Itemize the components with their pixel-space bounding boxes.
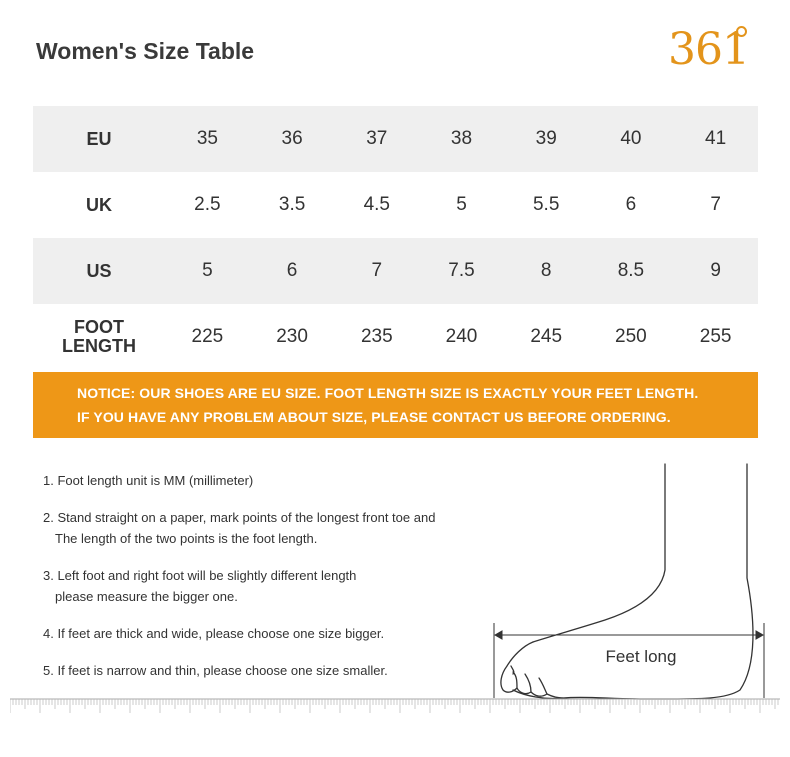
measurement-tips (43, 470, 435, 697)
size-cell: 3.5 (278, 194, 306, 215)
size-cell: 240 (445, 326, 478, 347)
size-cell: 235 (360, 326, 393, 347)
size-cell: 4.5 (363, 194, 390, 215)
page-title: Women's Size Table (36, 38, 255, 64)
size-cell: 250 (615, 326, 647, 347)
size-row (33, 172, 758, 238)
tip-line: 4. If feet are thick and wide, please choose one size bigger. (43, 626, 385, 641)
size-cell: 7 (710, 194, 721, 215)
diagram-label: Feet long (605, 647, 677, 666)
tip-item (43, 565, 435, 607)
tip-line-continued: please measure the bigger one. (55, 589, 238, 604)
size-row (33, 106, 758, 172)
size-cell: 255 (699, 326, 732, 347)
size-table-body (33, 106, 758, 370)
row-header-line: UK (86, 194, 113, 215)
row-header (33, 106, 165, 172)
size-cell: 5 (165, 238, 250, 304)
size-cell: 8.5 (589, 238, 674, 304)
tip-line: 5. If feet is narrow and thin, please choose one size smaller. (43, 663, 388, 678)
tip-item (43, 623, 435, 644)
size-cell: 230 (276, 326, 308, 347)
notice-banner (33, 372, 758, 438)
size-row (33, 238, 758, 304)
toe-details (511, 666, 547, 694)
brand-logo: 361 (668, 24, 749, 75)
size-cell: 5.5 (532, 194, 560, 215)
size-cell: 9 (673, 238, 758, 304)
measure-arrow-left (495, 631, 502, 639)
tip-line: 1. Foot length unit is MM (millimeter) (43, 473, 254, 488)
row-header-line: EU (86, 128, 112, 149)
toe-outline (501, 642, 563, 698)
row-header-line: US (86, 260, 112, 281)
size-cell: 36 (250, 106, 335, 172)
size-cell: 245 (530, 326, 563, 347)
tip-item (43, 660, 435, 681)
row-header (33, 238, 165, 304)
size-cell: 5 (456, 194, 467, 215)
logo-degree-mark (736, 26, 747, 37)
measure-arrow-right (756, 631, 763, 639)
size-cell: 225 (191, 326, 224, 347)
foot-diagram (485, 460, 775, 700)
size-cell: 40 (589, 106, 674, 172)
row-header (33, 304, 165, 370)
size-cell: 39 (504, 106, 589, 172)
tip-item (43, 507, 435, 549)
row-header-line: FOOT (74, 317, 125, 337)
size-cell: 6 (625, 194, 637, 215)
size-row (33, 304, 758, 370)
size-table (33, 106, 758, 370)
size-cell: 35 (165, 106, 250, 172)
size-cell: 37 (334, 106, 419, 172)
size-cell: 7.5 (419, 238, 504, 304)
notice-line-1: NOTICE: OUR SHOES ARE EU SIZE. FOOT LENGTH SIZE IS EXACTLY YOUR FEET LENGTH. (77, 385, 699, 401)
size-cell: 2.5 (194, 194, 221, 215)
row-header (33, 172, 165, 238)
size-cell: 8 (504, 238, 589, 304)
size-cell: 7 (334, 238, 419, 304)
size-cell: 41 (673, 106, 758, 172)
tip-line: 3. Left foot and right foot will be slightly different length (43, 568, 357, 583)
ruler-scale (10, 698, 780, 716)
tip-line-continued: The length of the two points is the foot length. (55, 531, 318, 546)
size-cell: 38 (419, 106, 504, 172)
row-header-line: LENGTH (62, 336, 137, 356)
tip-line: 2. Stand straight on a paper, mark points of the longest front toe and (43, 510, 436, 525)
leg-front-outline (533, 464, 665, 642)
notice-line-2: IF YOU HAVE ANY PROBLEM ABOUT SIZE, PLEASE CONTACT US BEFORE ORDERING. (77, 409, 671, 425)
size-cell: 6 (250, 238, 335, 304)
tip-item (43, 470, 435, 491)
